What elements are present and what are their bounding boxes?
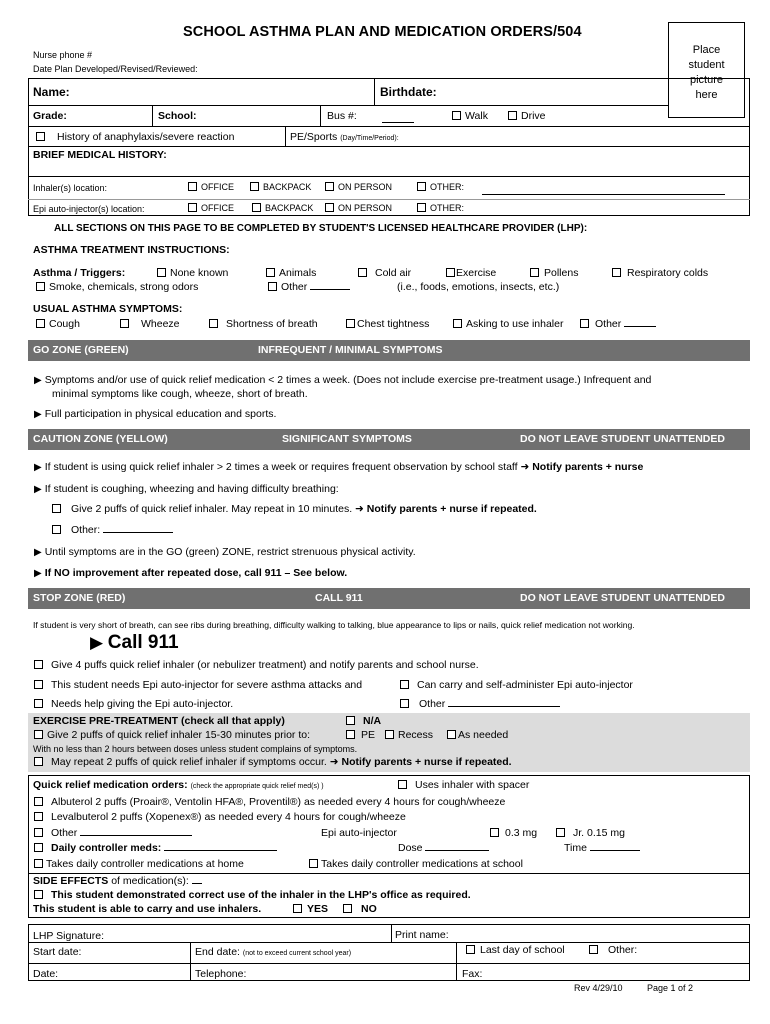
stop-can-carry[interactable]: Can carry and self-administer Epi auto-injector [400,679,633,691]
form-title: SCHOOL ASTHMA PLAN AND MEDICATION ORDERS/504 [183,24,582,40]
stop-needs-epi[interactable]: This student needs Epi auto-injector for severe asthma attacks and [34,679,362,691]
exercise-na[interactable]: N/A [346,715,381,727]
caution-other[interactable]: Other: [52,524,173,536]
symptoms-label: USUAL ASTHMA SYMPTOMS: [33,303,183,315]
pe-sports-label: PE/Sports (Day/Time/Period): [290,131,399,143]
inhaler-backpack[interactable]: BACKPACK [250,182,311,192]
exercise-as-needed[interactable]: As needed [447,729,508,741]
meds-albuterol[interactable]: Albuterol 2 puffs (Proair®, Ventolin HFA®, Proventil®) as needed every 4 hours for cough/wheeze [34,796,505,808]
caution-until: ▶ Until symptoms are in the GO (green) ZONE, restrict strenuous physical activity. [34,546,416,558]
name-label: Name: [33,85,70,99]
stop-zone-band [28,588,750,609]
photo-box-label: Place student picture here [688,44,725,101]
revision-label: Rev 4/29/10 [574,983,623,993]
exercise-heading: EXERCISE PRE-TREATMENT (check all that apply) [33,715,285,727]
symptom-asking-inhaler[interactable]: Asking to use inhaler [453,318,563,330]
drive-checkbox[interactable] [508,111,517,120]
lhp-notice: ALL SECTIONS ON THIS PAGE TO BE COMPLETED BY STUDENT'S LICENSED HEALTHCARE PROVIDER (LHP): [54,223,588,234]
side-effects-able: This student is able to carry and use inhalers. [33,903,262,915]
meds-home[interactable]: Takes daily controller medications at home [34,858,244,870]
walk-option[interactable]: Walk [452,110,488,122]
go-zone-sub: INFREQUENT / MINIMAL SYMPTOMS [258,344,443,356]
inhaler-on-person[interactable]: ON PERSON [325,182,392,192]
meds-spacer[interactable]: Uses inhaler with spacer [398,779,529,791]
go-zone-title: GO ZONE (GREEN) [33,344,129,356]
caution-give2[interactable]: Give 2 puffs of quick relief inhaler. May repeat in 10 minutes. ➜ Notify parents + nurse if repeated. [52,503,537,515]
anaphylaxis-checkbox[interactable] [36,132,45,141]
stop-give4[interactable]: Give 4 puffs quick relief inhaler (or nebulizer treatment) and notify parents and school nurse. [34,659,479,671]
fax-label: Fax: [462,968,483,980]
meds-dose: Dose [398,842,489,854]
trigger-respiratory-colds[interactable]: Respiratory colds [612,267,708,279]
meds-school[interactable]: Takes daily controller medications at school [309,858,523,870]
trigger-cold-air[interactable]: Cold air [358,267,411,279]
side-effects-label: SIDE EFFECTS of medication(s): [33,875,202,887]
end-date-other[interactable]: Other: [589,944,637,956]
caution-zone-sub: SIGNIFICANT SYMPTOMS [282,433,412,445]
trigger-pollens[interactable]: Pollens [530,267,578,279]
caution-no-improve: ▶ If NO improvement after repeated dose, call 911 – See below. [34,567,348,579]
school-label: School: [158,110,197,122]
meds-epi-label: Epi auto-injector [321,827,397,839]
stop-zone-sub: CALL 911 [315,592,363,604]
stop-other[interactable]: Other [400,698,560,710]
trigger-examples: (i.e., foods, emotions, insects, etc.) [397,281,560,293]
date-plan-label: Date Plan Developed/Revised/Reviewed: [33,64,198,74]
meds-levalbuterol[interactable]: Levalbuterol 2 puffs (Xopenex®) as needed every 4 hours for cough/wheeze [34,811,406,823]
call-911: ▶ Call 911 [90,632,179,653]
epi-backpack[interactable]: BACKPACK [252,203,313,213]
trigger-smoke[interactable]: Smoke, chemicals, strong odors [36,281,198,293]
trigger-animals[interactable]: Animals [266,267,316,279]
trigger-exercise[interactable]: Exercise [446,267,496,279]
meds-heading: Quick relief medication orders: (check the appropriate quick relief med(s) ) [33,779,324,791]
go-zone-line1b: minimal symptoms like cough, wheeze, short of breath. [52,388,308,400]
trigger-other[interactable]: Other [268,281,350,293]
signature-box [28,924,750,981]
go-zone-line2: ▶ Full participation in physical education and sports. [34,408,277,420]
meds-other[interactable]: Other [34,827,192,839]
stop-zone-title: STOP ZONE (RED) [33,592,126,604]
grade-label: Grade: [33,110,67,122]
date-label: Date: [33,968,59,980]
stop-needs-help[interactable]: Needs help giving the Epi auto-injector. [34,698,233,710]
lhp-signature-label: LHP Signature: [33,930,105,942]
epi-other[interactable]: OTHER: [417,203,464,213]
exercise-pe[interactable]: PE [346,729,375,741]
medical-history-label: BRIEF MEDICAL HISTORY: [33,149,167,161]
start-date-label: Start date: [33,946,82,958]
epi-location-label: Epi auto-injector(s) location: [33,204,145,214]
side-effects-yes[interactable]: YES [293,903,328,915]
symptom-chest-tightness[interactable]: Chest tightness [346,318,429,330]
bus-label: Bus #: [327,110,357,122]
trigger-none-known[interactable]: None known [157,267,228,279]
last-day-of-school[interactable]: Last day of school [466,944,565,956]
telephone-label: Telephone: [195,968,247,980]
exercise-no-less: With no less than 2 hours between doses unless student complains of symptoms. [33,744,358,754]
side-effects-demonstrated[interactable]: This student demonstrated correct use of the inhaler in the LHP's office as required. [34,889,471,901]
caution-zone-band [28,429,750,450]
inhaler-location-label: Inhaler(s) location: [33,183,108,193]
symptom-wheeze[interactable]: Wheeze [120,318,180,330]
inhaler-other[interactable]: OTHER: [417,182,464,192]
stop-zone-warn: DO NOT LEAVE STUDENT UNATTENDED [520,592,725,604]
caution-zone-warn: DO NOT LEAVE STUDENT UNATTENDED [520,433,725,445]
birthdate-label: Birthdate: [380,85,437,99]
go-zone-band [28,340,750,361]
go-zone-line1: ▶ Symptoms and/or use of quick relief medication < 2 times a week. (Does not include exercise pre-treatment usage.) Infrequent and [34,374,652,386]
caution-zone-title: CAUTION ZONE (YELLOW) [33,433,168,445]
meds-dose-jr[interactable]: Jr. 0.15 mg [556,827,625,839]
drive-option[interactable]: Drive [508,110,546,122]
exercise-may-repeat[interactable]: May repeat 2 puffs of quick relief inhaler if symptoms occur. ➜ Notify parents + nurse if repeated. [34,756,512,768]
symptom-shortness-of-breath[interactable]: Shortness of breath [209,318,318,330]
inhaler-office[interactable]: OFFICE [188,182,234,192]
caution-line2: ▶ If student is coughing, wheezing and having difficulty breathing: [34,483,339,495]
print-name-label: Print name: [395,929,449,941]
nurse-phone-label: Nurse phone # [33,50,93,60]
end-date-label: End date: (not to exceed current school year) [195,946,352,958]
symptom-cough[interactable]: Cough [36,318,80,330]
walk-checkbox[interactable] [452,111,461,120]
exercise-recess[interactable]: Recess [385,729,433,741]
treatment-heading: ASTHMA TREATMENT INSTRUCTIONS: [33,244,230,256]
epi-on-person[interactable]: ON PERSON [325,203,392,213]
meds-time: Time [564,842,640,854]
symptom-other[interactable]: Other [580,318,656,330]
epi-office[interactable]: OFFICE [188,203,234,213]
side-effects-no[interactable]: NO [343,903,377,915]
exercise-give2[interactable]: Give 2 puffs of quick relief inhaler 15-30 minutes prior to: [34,729,310,741]
page-number: Page 1 of 2 [647,983,694,993]
stop-zone-desc: If student is very short of breath, can see ribs during breathing, difficulty walking to talking, blue appearance to lips or nails, quick relief medication not working. [33,620,635,630]
meds-daily-controller[interactable]: Daily controller meds: [34,842,277,854]
triggers-label: Asthma / Triggers: [33,267,126,279]
anaphylaxis-option[interactable]: History of anaphylaxis/severe reaction [36,131,234,143]
meds-dose-03[interactable]: 0.3 mg [490,827,537,839]
caution-line1: ▶ If student is using quick relief inhaler > 2 times a week or requires frequent observation by school staff ➜ Notify parents + nurse [34,461,644,473]
